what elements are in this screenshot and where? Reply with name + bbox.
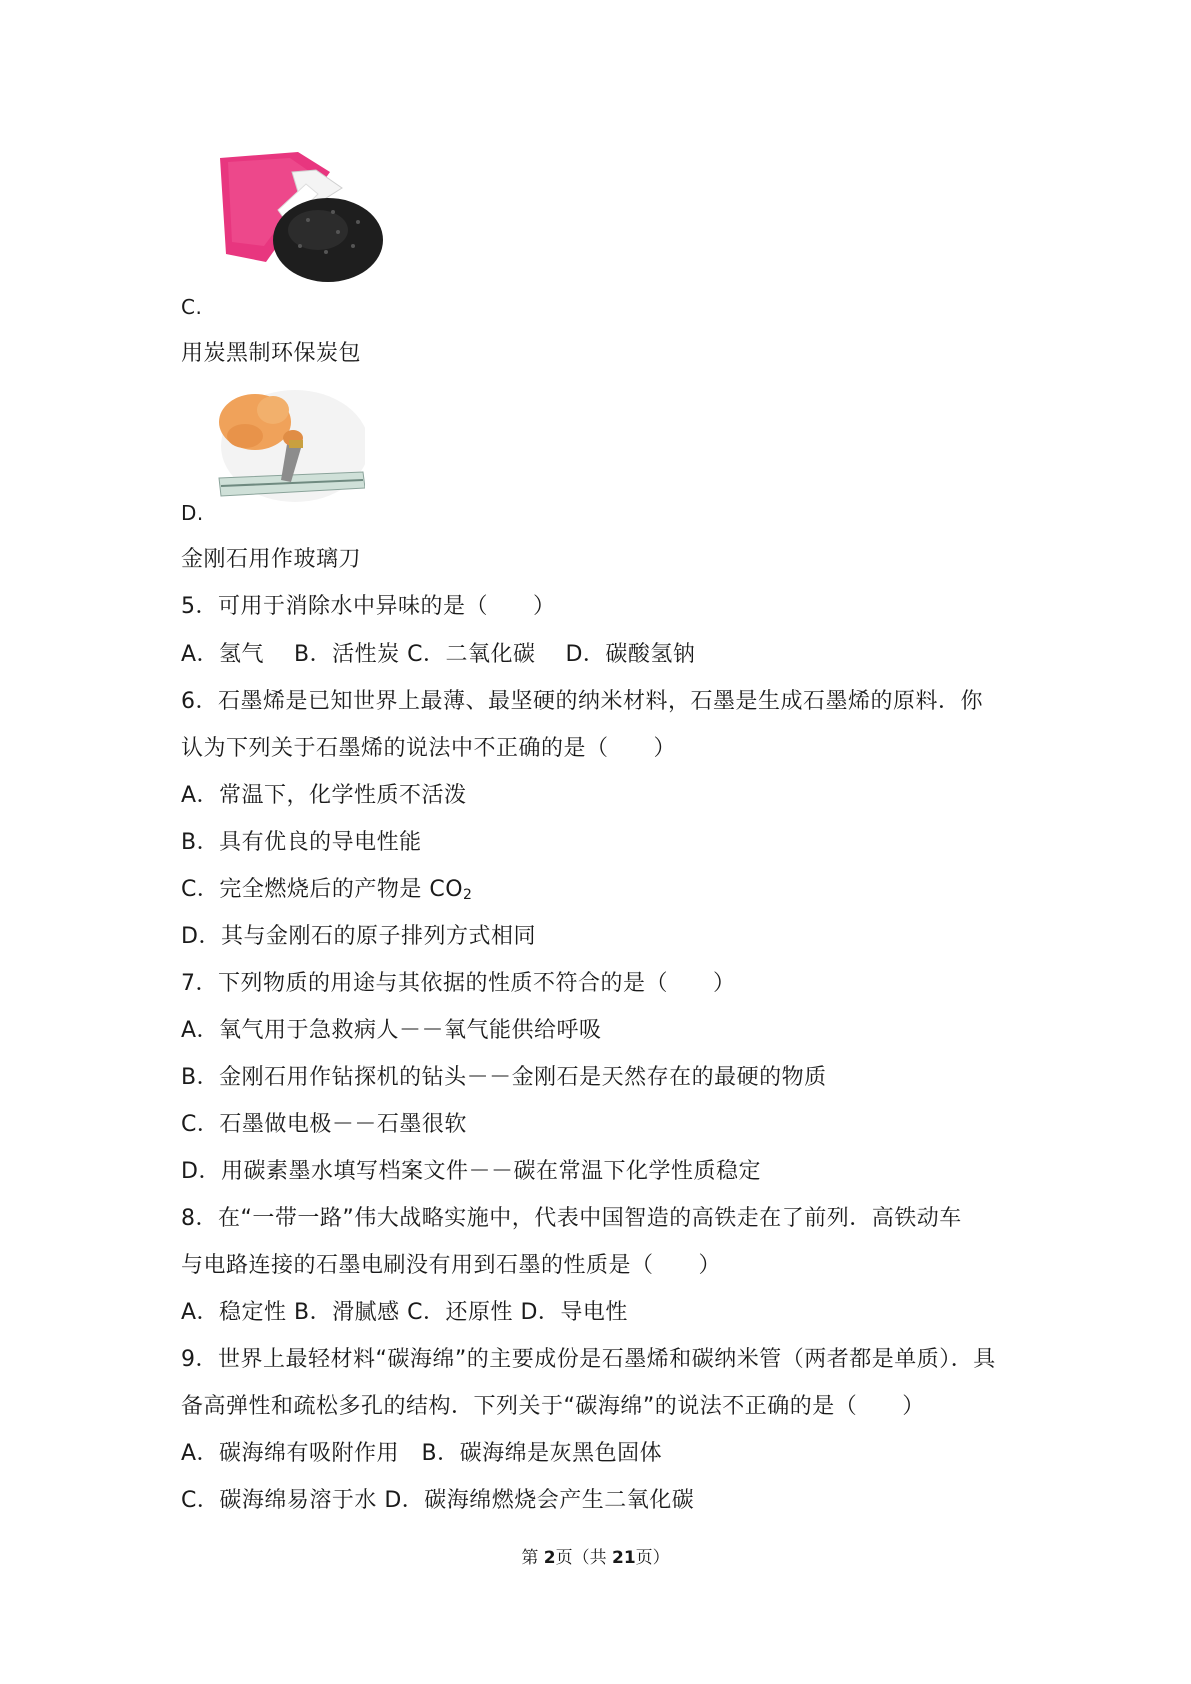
question-8-stem-line2: 与电路连接的石墨电刷没有用到石墨的性质是（ ） <box>181 1253 722 1278</box>
question-5-stem: 5．可用于消除水中异味的是（ ） <box>181 594 556 619</box>
question-6-stem-line2: 认为下列关于石墨烯的说法中不正确的是（ ） <box>181 736 677 761</box>
footer-middle: 页（共 <box>555 1548 612 1568</box>
option-c-caption: 用炭黑制环保炭包 <box>181 341 362 366</box>
question-7-option-d: D．用碳素墨水填写档案文件－－碳在常温下化学性质稳定 <box>181 1159 761 1184</box>
footer-page-number: 2 <box>543 1548 556 1568</box>
page-footer <box>0 1546 1191 1570</box>
question-6-option-c <box>181 875 472 910</box>
question-8-options: A．稳定性 B．滑腻感 C．还原性 D．导电性 <box>181 1300 628 1325</box>
question-8-stem-line1: 8．在“一带一路”伟大战略实施中，代表中国智造的高铁走在了前列．高铁动车 <box>181 1206 962 1231</box>
option-c-label: C. <box>181 295 203 319</box>
footer-prefix: 第 <box>521 1548 544 1568</box>
question-6-option-b: B．具有优良的导电性能 <box>181 830 422 855</box>
question-7-option-b: B．金刚石用作钻探机的钻头－－金刚石是天然存在的最硬的物质 <box>181 1065 827 1090</box>
question-9-options-line1: A．碳海绵有吸附作用 B．碳海绵是灰黑色固体 <box>181 1441 663 1466</box>
question-7-option-a: A．氧气用于急救病人－－氧气能供给呼吸 <box>181 1018 602 1043</box>
question-9-options-line2: C．碳海绵易溶于水 D．碳海绵燃烧会产生二氧化碳 <box>181 1488 695 1513</box>
carbon-pack-image <box>208 150 388 290</box>
question-6-stem-line1: 6．石墨烯是已知世界上最薄、最坚硬的纳米材料，石墨是生成石墨烯的原料．你 <box>181 689 983 714</box>
question-7-option-c: C．石墨做电极－－石墨很软 <box>181 1112 467 1137</box>
question-6-option-c-text: C．完全燃烧后的产物是 CO <box>181 877 464 902</box>
question-9-stem-line2: 备高弹性和疏松多孔的结构．下列关于“碳海绵”的说法不正确的是（ ） <box>181 1394 925 1419</box>
footer-suffix: 页） <box>635 1548 670 1568</box>
glass-cutter-image <box>215 386 365 504</box>
glass-cutter-illustration <box>215 386 365 504</box>
question-9-stem-line1: 9．世界上最轻材料“碳海绵”的主要成份是石墨烯和碳纳米管（两者都是单质）．具 <box>181 1347 996 1372</box>
option-d-label: D. <box>181 501 204 525</box>
question-6-option-d: D．其与金刚石的原子排列方式相同 <box>181 924 536 949</box>
co2-subscript: 2 <box>463 887 473 903</box>
question-5-options: A．氢气 B．活性炭 C．二氧化碳 D．碳酸氢钠 <box>181 642 696 667</box>
option-d-caption: 金刚石用作玻璃刀 <box>181 547 362 572</box>
question-7-stem: 7．下列物质的用途与其依据的性质不符合的是（ ） <box>181 971 736 996</box>
footer-total-pages: 21 <box>611 1548 636 1568</box>
carbon-pack-illustration <box>208 150 388 290</box>
question-6-option-a: A．常温下，化学性质不活泼 <box>181 783 467 808</box>
